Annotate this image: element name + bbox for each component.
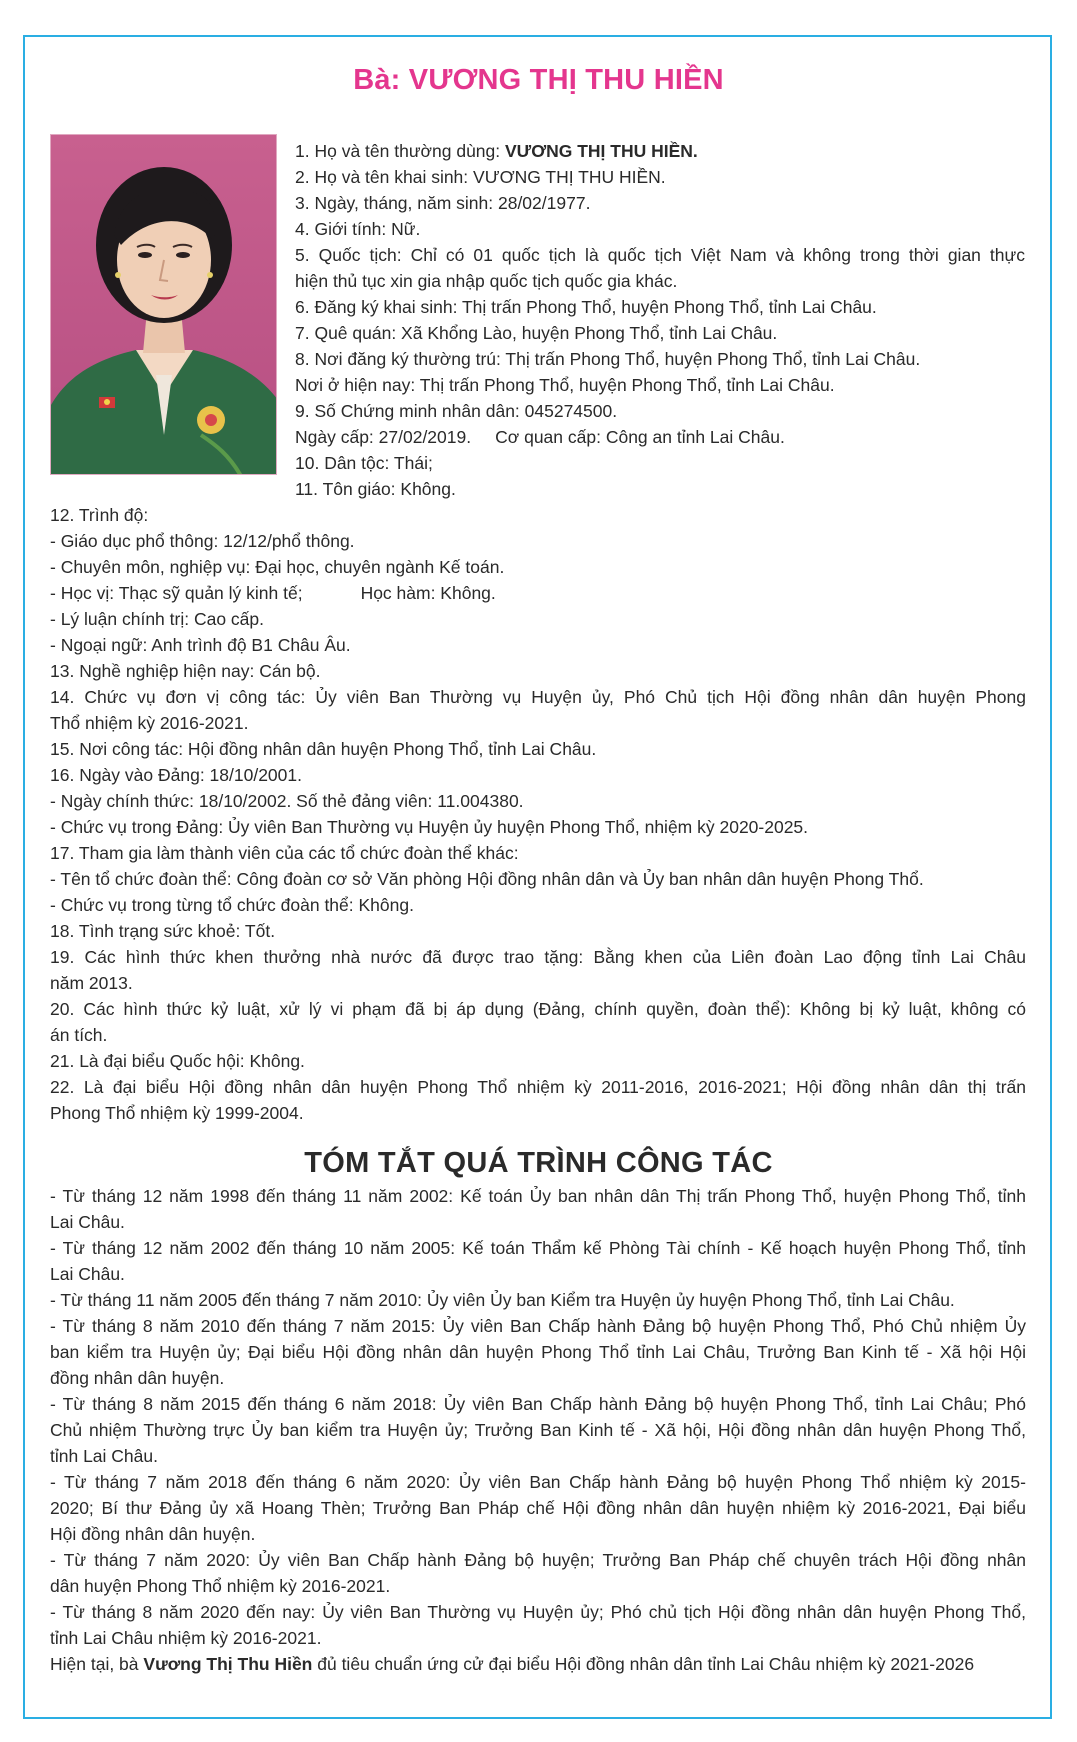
text-line <box>50 1495 1026 1521</box>
text-line <box>50 1547 1026 1573</box>
text-line <box>295 346 1025 372</box>
text-line <box>50 1209 1026 1235</box>
text-line <box>50 1443 1026 1469</box>
line-text: - Chức vụ trong Đảng: Ủy viên Ban Thường vụ Huyện ủy huyện Phong Thổ, nhiệm kỳ 2020-2025. <box>50 817 809 837</box>
line-text: - Từ tháng 11 năm 2005 đến tháng 7 năm 2010: Ủy viên Ủy ban Kiểm tra Huyện ủy huyện Phong Thổ, tỉnh Lai Châu. <box>50 1290 955 1310</box>
text-line <box>295 294 1025 320</box>
personal-info-body <box>50 502 1026 1126</box>
line-text: Nơi ở hiện nay: Thị trấn Phong Thổ, huyện Phong Thổ, tỉnh Lai Châu. <box>295 375 835 395</box>
line-text: 21. Là đại biểu Quốc hội: Không. <box>50 1051 305 1071</box>
text-line <box>50 996 1026 1022</box>
line-text: - Chuyên môn, nghiệp vụ: Đại học, chuyên ngành Kế toán. <box>50 557 505 577</box>
line-text: - Từ tháng 8 năm 2015 đến tháng 6 năm 2018: Ủy viên Ban Chấp hành Đảng bộ huyện Phong Thổ, tỉnh Lai Châu; Phó <box>50 1394 1026 1414</box>
text-line <box>295 398 1025 424</box>
line-text: - Lý luận chính trị: Cao cấp. <box>50 609 264 629</box>
line-text: 7. Quê quán: Xã Khổng Lào, huyện Phong Thổ, tỉnh Lai Châu. <box>295 323 778 343</box>
text-line <box>50 1469 1026 1495</box>
line-text: Lai Châu. <box>50 1212 125 1232</box>
line-text: - Tên tổ chức đoàn thể: Công đoàn cơ sở Văn phòng Hội đồng nhân dân và Ủy ban nhân dân huyện Phong Thổ. <box>50 869 924 889</box>
line-text: 11. Tôn giáo: Không. <box>295 479 456 499</box>
line-text: - Học vị: Thạc sỹ quản lý kinh tế; <box>50 583 303 603</box>
line-text: án tích. <box>50 1025 108 1045</box>
line-text: Lai Châu. <box>50 1264 125 1284</box>
line-bold-text: VƯƠNG THỊ THU HIỀN. <box>505 141 698 161</box>
text-line <box>295 242 1025 268</box>
text-line <box>295 190 1025 216</box>
line-text: 16. Ngày vào Đảng: 18/10/2001. <box>50 765 302 785</box>
line-text: - Chức vụ trong từng tổ chức đoàn thể: Không. <box>50 895 414 915</box>
text-line <box>50 1048 1026 1074</box>
text-line <box>50 1183 1026 1209</box>
line-text: Thổ nhiệm kỳ 2016-2021. <box>50 713 249 733</box>
text-line <box>295 372 1025 398</box>
line-text: - Từ tháng 7 năm 2018 đến tháng 6 năm 2020: Ủy viên Ban Chấp hành Đảng bộ huyện Phong Thổ nhiệm kỳ 2015- <box>50 1472 1026 1492</box>
line-text: Phong Thổ nhiệm kỳ 1999-2004. <box>50 1103 304 1123</box>
line-text: Ngày cấp: 27/02/2019. <box>295 427 472 447</box>
line-text: 12. Trình độ: <box>50 505 149 525</box>
text-line <box>50 944 1026 970</box>
line-text: 10. Dân tộc: Thái; <box>295 453 433 473</box>
line-text: 15. Nơi công tác: Hội đồng nhân dân huyện Phong Thổ, tỉnh Lai Châu. <box>50 739 597 759</box>
line-text: 18. Tình trạng sức khoẻ: Tốt. <box>50 921 276 941</box>
text-line <box>295 268 1025 294</box>
line-bold-text: Vương Thị Thu Hiền <box>143 1654 313 1674</box>
text-line <box>50 1074 1026 1100</box>
text-line <box>50 606 1026 632</box>
text-line <box>50 502 1026 528</box>
line-text-second: Học hàm: Không. <box>360 583 496 603</box>
line-text: 1. Họ và tên thường dùng: <box>295 141 505 161</box>
text-line <box>50 736 1026 762</box>
line-text: Chủ nhiệm Thường trực Ủy ban kiểm tra Huyện ủy; Trưởng Ban Kinh tế - Xã hội, Hội đồng nhân dân huyện Phong Thổ, <box>50 1420 1026 1440</box>
line-text: 13. Nghề nghiệp hiện nay: Cán bộ. <box>50 661 321 681</box>
text-line <box>50 892 1026 918</box>
line-text: 2020; Bí thư Đảng ủy xã Hoang Thèn; Trưởng Ban Pháp chế Hội đồng nhân dân huyện nhiệm kỳ 2016-2021, Đại biểu <box>50 1498 1026 1518</box>
text-line <box>50 762 1026 788</box>
text-line <box>295 424 1025 450</box>
line-text: Hội đồng nhân dân huyện. <box>50 1524 256 1544</box>
line-text: 5. Quốc tịch: Chỉ có 01 quốc tịch là quốc tịch Việt Nam và không trong thời gian thực <box>295 245 1025 265</box>
line-text: 19. Các hình thức khen thưởng nhà nước đã được trao tặng: Bằng khen của Liên đoàn Lao động tỉnh Lai Châu <box>50 947 1026 967</box>
text-line <box>295 164 1025 190</box>
line-text: đồng nhân dân huyện. <box>50 1368 225 1388</box>
personal-info-top <box>295 138 1025 502</box>
text-line <box>50 554 1026 580</box>
line-text: - Ngày chính thức: 18/10/2002. Số thẻ đảng viên: 11.004380. <box>50 791 524 811</box>
candidate-portrait <box>50 134 277 475</box>
text-line <box>50 528 1026 554</box>
line-text: - Giáo dục phổ thông: 12/12/phổ thông. <box>50 531 355 551</box>
line-text: năm 2013. <box>50 973 133 993</box>
text-line <box>50 1391 1026 1417</box>
line-text: 20. Các hình thức kỷ luật, xử lý vi phạm đã bị áp dụng (Đảng, chính quyền, đoàn thể): Không bị kỷ luật, không có <box>50 999 1026 1019</box>
line-text: dân huyện Phong Thổ nhiệm kỳ 2016-2021. <box>50 1576 391 1596</box>
text-line <box>295 476 1025 502</box>
line-text: 22. Là đại biểu Hội đồng nhân dân huyện Phong Thổ nhiệm kỳ 2011-2016, 2016-2021; Hội đồng nhân dân thị trấn <box>50 1077 1026 1097</box>
text-line <box>50 1417 1026 1443</box>
work-history-list <box>50 1183 1026 1677</box>
line-text: 2. Họ và tên khai sinh: VƯƠNG THỊ THU HIỀN. <box>295 167 666 187</box>
line-text: 8. Nơi đăng ký thường trú: Thị trấn Phong Thổ, huyện Phong Thổ, tỉnh Lai Châu. <box>295 349 921 369</box>
line-text: - Ngoại ngữ: Anh trình độ B1 Châu Âu. <box>50 635 351 655</box>
text-line <box>50 788 1026 814</box>
text-line <box>50 658 1026 684</box>
text-line <box>295 450 1025 476</box>
text-line <box>50 1599 1026 1625</box>
line-text: 14. Chức vụ đơn vị công tác: Ủy viên Ban Thường vụ Huyện ủy, Phó Chủ tịch Hội đồng nhân dân huyện Phong <box>50 687 1026 707</box>
text-line <box>50 1651 1026 1677</box>
text-line <box>50 866 1026 892</box>
text-line <box>50 1521 1026 1547</box>
line-text-second: Cơ quan cấp: Công an tỉnh Lai Châu. <box>495 427 785 447</box>
line-text-tail: đủ tiêu chuẩn ứng cử đại biểu Hội đồng nhân dân tỉnh Lai Châu nhiệm kỳ 2021-2026 <box>312 1654 975 1674</box>
text-line <box>50 1100 1026 1126</box>
text-line <box>50 1261 1026 1287</box>
line-text: ban kiểm tra Huyện ủy; Đại biểu Hội đồng nhân dân huyện Phong Thổ tỉnh Lai Châu, Trưởng Ban Kinh tế - Xã hội Hội <box>50 1342 1026 1362</box>
line-text: 4. Giới tính: Nữ. <box>295 219 421 239</box>
line-text: - Từ tháng 7 năm 2020: Ủy viên Ban Chấp hành Đảng bộ huyện; Trưởng Ban Pháp chế chuyên trách Hội đồng nhân <box>50 1550 1026 1570</box>
line-text: - Từ tháng 12 năm 2002 đến tháng 10 năm 2005: Kế toán Thẩm kế Phòng Tài chính - Kế hoạch huyện Phong Thổ, tỉnh <box>50 1238 1026 1258</box>
line-text: tỉnh Lai Châu nhiệm kỳ 2016-2021. <box>50 1628 322 1648</box>
text-line <box>50 1573 1026 1599</box>
line-text: 3. Ngày, tháng, năm sinh: 28/02/1977. <box>295 193 591 213</box>
line-text: 17. Tham gia làm thành viên của các tổ chức đoàn thể khác: <box>50 843 519 863</box>
text-line <box>50 580 1026 606</box>
line-text: hiện thủ tục xin gia nhập quốc tịch quốc gia khác. <box>295 271 678 291</box>
line-text: tỉnh Lai Châu. <box>50 1446 158 1466</box>
text-line <box>295 320 1025 346</box>
text-line <box>50 970 1026 996</box>
text-line <box>50 1339 1026 1365</box>
text-line <box>295 138 1025 164</box>
text-line <box>50 1287 1026 1313</box>
work-history-title: TÓM TẮT QUÁ TRÌNH CÔNG TÁC <box>304 1147 773 1179</box>
text-line <box>50 1625 1026 1651</box>
line-text: - Từ tháng 8 năm 2020 đến nay: Ủy viên Ban Thường vụ Huyện ủy; Phó chủ tịch Hội đồng nhân dân huyện Phong Thổ, <box>50 1602 1026 1622</box>
text-line <box>50 684 1026 710</box>
text-line <box>50 632 1026 658</box>
text-line <box>50 814 1026 840</box>
line-text: Hiện tại, bà <box>50 1654 144 1674</box>
line-text: 6. Đăng ký khai sinh: Thị trấn Phong Thổ, huyện Phong Thổ, tỉnh Lai Châu. <box>295 297 877 317</box>
text-line <box>50 1235 1026 1261</box>
text-line <box>50 1365 1026 1391</box>
text-line <box>50 840 1026 866</box>
text-line <box>50 918 1026 944</box>
text-line <box>50 1022 1026 1048</box>
line-text: 9. Số Chứng minh nhân dân: 045274500. <box>295 401 618 421</box>
line-text: - Từ tháng 12 năm 1998 đến tháng 11 năm 2002: Kế toán Ủy ban nhân dân Thị trấn Phong Thổ, huyện Phong Thổ, tỉnh <box>50 1186 1026 1206</box>
text-line <box>50 1313 1026 1339</box>
text-line <box>295 216 1025 242</box>
page-title: Bà: VƯƠNG THỊ THU HIỀN <box>353 64 724 96</box>
line-text: - Từ tháng 8 năm 2010 đến tháng 7 năm 2015: Ủy viên Ban Chấp hành Đảng bộ huyện Phong Thổ, Phó Chủ nhiệm Ủy <box>50 1316 1026 1336</box>
text-line <box>50 710 1026 736</box>
